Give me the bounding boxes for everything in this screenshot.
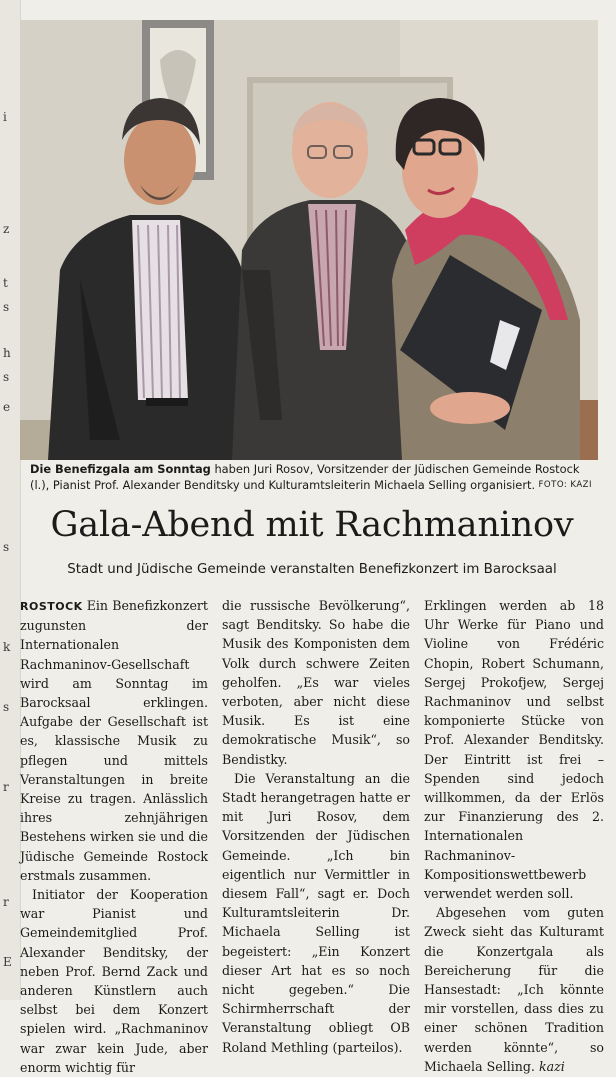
edge-letter: e: [3, 400, 11, 414]
paragraph: Erklingen werden ab 18 Uhr Werke für Piano und Violine von Frédéric Chopin, Robert Schumann, Sergej Prokofjew, Sergej Rachmaninov und selbst komponierte Stücke von Prof. Alexander Benditsky. Der Eintritt ist frei – Spenden sind jedoch willkommen, da der Erlös zur Finanzierung des 2. Internationalen Rachmaninov-Kompositionswettbewerb verwendet werden soll.: [424, 598, 604, 902]
dateline: ROSTOCK: [20, 600, 83, 613]
article-column-2: [222, 596, 410, 1057]
edge-letter: k: [3, 640, 11, 654]
edge-letter: i: [3, 110, 7, 124]
article-column-3: [424, 596, 604, 1076]
paragraph-text: Ein Benefizkonzert zugunsten der Internationalen Rachmaninov-Gesellschaft wird am Sonntag im Barocksaal erklingen. Aufgabe der Gesellschaft ist es, klassische Musik zu pflegen und mittels Veranstaltungen in breite Kreise zu tragen. Anlässlich ihres zehnjährigen Bestehens wirken sie und die Jüdische Gemeinde Rostock erstmals zusammen.: [20, 598, 208, 883]
photo-caption: [30, 461, 596, 493]
author-signature: kazi: [538, 1058, 565, 1074]
photo-illustration: [20, 20, 598, 460]
edge-letter: z: [3, 222, 10, 236]
edge-letter: s: [3, 370, 10, 384]
caption-lead: Die Benefizgala am Sonntag: [30, 462, 211, 476]
article-headline: Gala-Abend mit Rachmaninov: [50, 505, 574, 545]
paragraph-text: Abgesehen vom guten Zweck sieht das Kulturamt die Konzertgala als Bereicherung für die Hansestadt: „Ich könnte mir vorstellen, dass dies zu einer schönen Tradition werden könnte“, so Michaela Selling.: [424, 905, 604, 1074]
photo-credit: FOTO: KAZI: [538, 480, 592, 490]
edge-letter: s: [3, 700, 10, 714]
paragraph: Die Veranstaltung an die Stadt herangetragen hatte er mit Juri Rosov, dem Vorsitzenden der Jüdischen Gemeinde. „Ich bin eigentlich nur Vermittler in diesem Fall“, sagt er. Doch Kulturamtsleiterin Dr. Michaela Selling ist begeistert: „Ein Konzert dieser Art hat es so noch nicht gegeben.“ Die Schirmherrschaft der Veranstaltung obliegt OB Roland Methling (parteilos).: [222, 770, 410, 1055]
caption-text: haben Juri Rosov, Vorsitzender der Jüdischen Gemeinde Rostock (l.), Pianist Prof. Alexander Benditsky und Kulturamtsleiterin Michaela Selling organisiert.: [30, 462, 580, 492]
paragraph: Initiator der Kooperation war Pianist und Gemeindemitglied Prof. Alexander Benditsky, der neben Prof. Bernd Zack und anderen Künstlern auch selbst bei dem Konzert spielen wird. „Rachmaninov war zwar kein Jude, aber enorm wichtig für: [20, 887, 208, 1075]
article-subheadline: Stadt und Jüdische Gemeinde veranstalten Benefizkonzert im Barocksaal: [67, 562, 557, 577]
edge-letter: r: [3, 780, 9, 794]
paragraph: [424, 903, 604, 1076]
edge-letter: r: [3, 895, 9, 909]
press-photo: [20, 20, 598, 460]
edge-letter: E: [3, 955, 12, 969]
edge-letter: h: [3, 346, 11, 360]
article-column-1: [20, 596, 208, 1077]
paragraph: [20, 596, 208, 885]
paragraph: die russische Bevölkerung“, sagt Benditsky. So habe die Musik des Komponisten dem Volk durch schwere Zeiten geholfen. „Es war vieles verboten, aber nicht diese Musik. Es ist eine demokratische Musik“, so Bendistky.: [222, 598, 410, 767]
page-edge-strip: [0, 0, 21, 1000]
edge-letter: s: [3, 300, 10, 314]
edge-letter: t: [3, 276, 8, 290]
edge-letter: s: [3, 540, 10, 554]
